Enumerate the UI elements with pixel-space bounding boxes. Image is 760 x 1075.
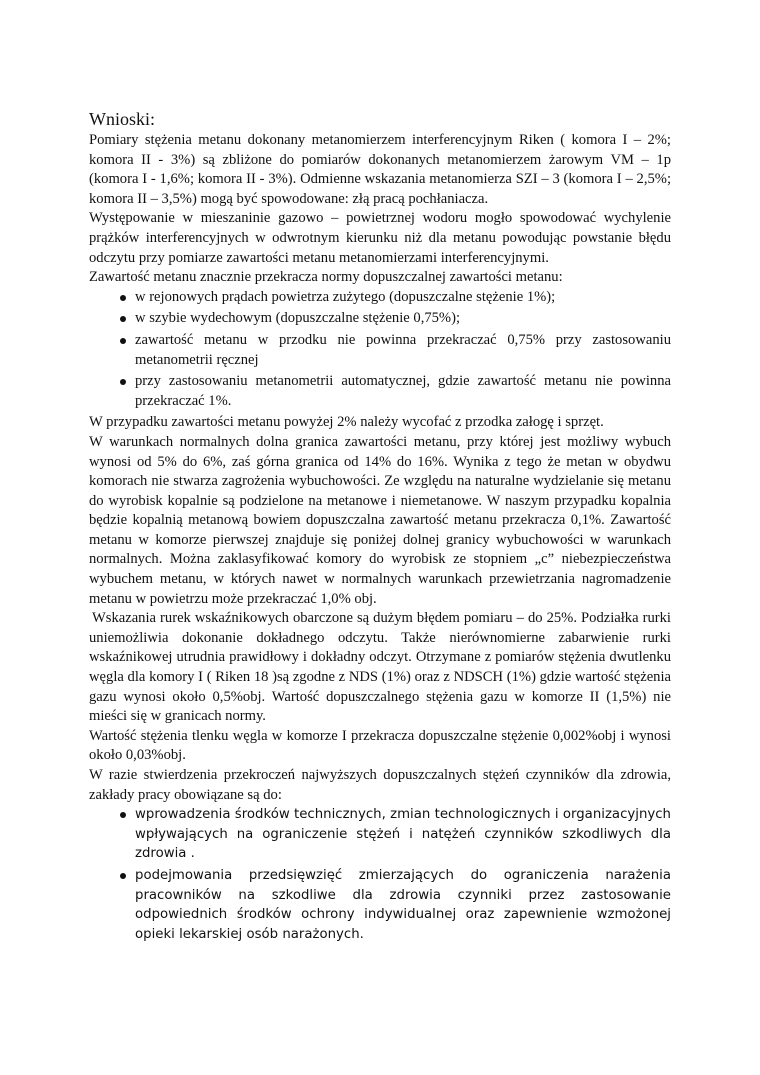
conclusions-heading: Wnioski:	[89, 109, 155, 129]
document-page	[89, 108, 671, 946]
paragraph-methane-measurements: Pomiary stężenia metanu dokonany metanomierzem interferencyjnym Riken ( komora I – 2%; komora II - 3%) są zbliżone do pomiarów dokonanych metanomierzem żarowym VM – 1p (komora I - 1,6%; komora II - 3%). Odmienne wskazania metanomierza SZI – 3 (komora I – 2,5%; komora II – 3,5%) mogą być spowodowane: złą pracą pochłaniacza.	[89, 132, 671, 207]
paragraph-carbon-monoxide: Wartość stężenia tlenku węgla w komorze I przekracza dopuszczalne stężenie 0,002%obj i wynosi około 0,03%obj.	[89, 727, 671, 764]
paragraph-evacuation: W przypadku zawartości metanu powyżej 2% należy wycofać z przodka załogę i sprzęt.	[89, 414, 604, 431]
paragraph-explosive-limits: W warunkach normalnych dolna granica zawartości metanu, przy której jest możliwy wybuch wynosi od 5% do 6%, zaś górna granica od 14% do 16%. Wynika z tego że metan w obydwu komorach nie stwarza zagrożenia wybuchowości. Ze względu na naturalne wydzielanie się metanu do wyrobisk kopalnie są podzielone na metanowe i niemetanowe. W naszym przypadku kopalnia będzie kopalnią metanową bowiem dopuszczalna zawartość metanu przekracza 0,1%. Zawartość metanu w komorze pierwszej znajduje się poniżej dolnej granicy wybuchowości w warunkach normalnych. Można zaklasyfikować komory do wyrobisk ze stopniem „c” niebezpieczeństwa wybuchem metanu, w których nawet w normalnych warunkach przewietrzania nagromadzenie metanu w powietrzu może przekraczać 1,0% obj.	[89, 433, 671, 607]
list-item: w szybie wydechowym (dopuszczalne stężenie 0,75%);	[135, 309, 671, 329]
list-item: przy zastosowaniu metanometrii automatycznej, gdzie zawartość metanu nie powinna przekraczać 1%.	[135, 372, 671, 411]
list-item: podejmowania przedsięwzięć zmierzających do ograniczenia narażenia pracowników na szkodliwe dla zdrowia czynniki przez zastosowanie odpowiednich środków ochrony indywidualnej oraz zapewnienie wzmożonej opieki lekarskiej osób narażonych.	[135, 866, 671, 944]
paragraph-methane-exceeds-norms: Zawartość metanu znacznie przekracza normy dopuszczalnej zawartości metanu:	[89, 269, 563, 286]
norm-exceedance-list	[89, 288, 671, 412]
list-item: w rejonowych prądach powietrza zużytego (dopuszczalne stężenie 1%);	[135, 288, 671, 308]
paragraph-indicator-tubes: Wskazania rurek wskaźnikowych obarczone są dużym błędem pomiaru – do 25%. Podziałka rurki uniemożliwia dokonanie dokładnego odczytu. Także nierównomierne zabarwienie rurki wskaźnikowej utrudnia prawidłowy i dokładny odczyt. Otrzymane z pomiarów stężenia dwutlenku węgla dla komory I ( Riken 18 )są zgodne z NDS (1%) oraz z NDSCH (1%) gdzie wartość stężenia gazu wynosi około 0,5%obj. Wartość dopuszczalnego stężenia gazu w komorze II (1,5%) nie mieści się w granicach normy.	[89, 610, 671, 725]
employer-obligations-list	[89, 805, 671, 944]
list-item: wprowadzenia środków technicznych, zmian technologicznych i organizacyjnych wpływających na ograniczenie stężeń i natężeń czynników szkodliwych dla zdrowia .	[135, 805, 671, 864]
paragraph-hydrogen-interference: Występowanie w mieszaninie gazowo – powietrznej wodoru mogło spowodować wychylenie prążków interferencyjnych w odwrotnym kierunku niż dla metanu powodując powstanie błędu odczytu przy pomiarze zawartości metanu metanomierzami interferencyjnymi.	[89, 210, 671, 266]
paragraph-employer-obligations: W razie stwierdzenia przekroczeń najwyższych dopuszczalnych stężeń czynników dla zdrowia, zakłady pracy obowiązane są do:	[89, 767, 671, 803]
list-item: zawartość metanu w przodku nie powinna przekraczać 0,75% przy zastosowaniu metanometrii ręcznej	[135, 331, 671, 370]
